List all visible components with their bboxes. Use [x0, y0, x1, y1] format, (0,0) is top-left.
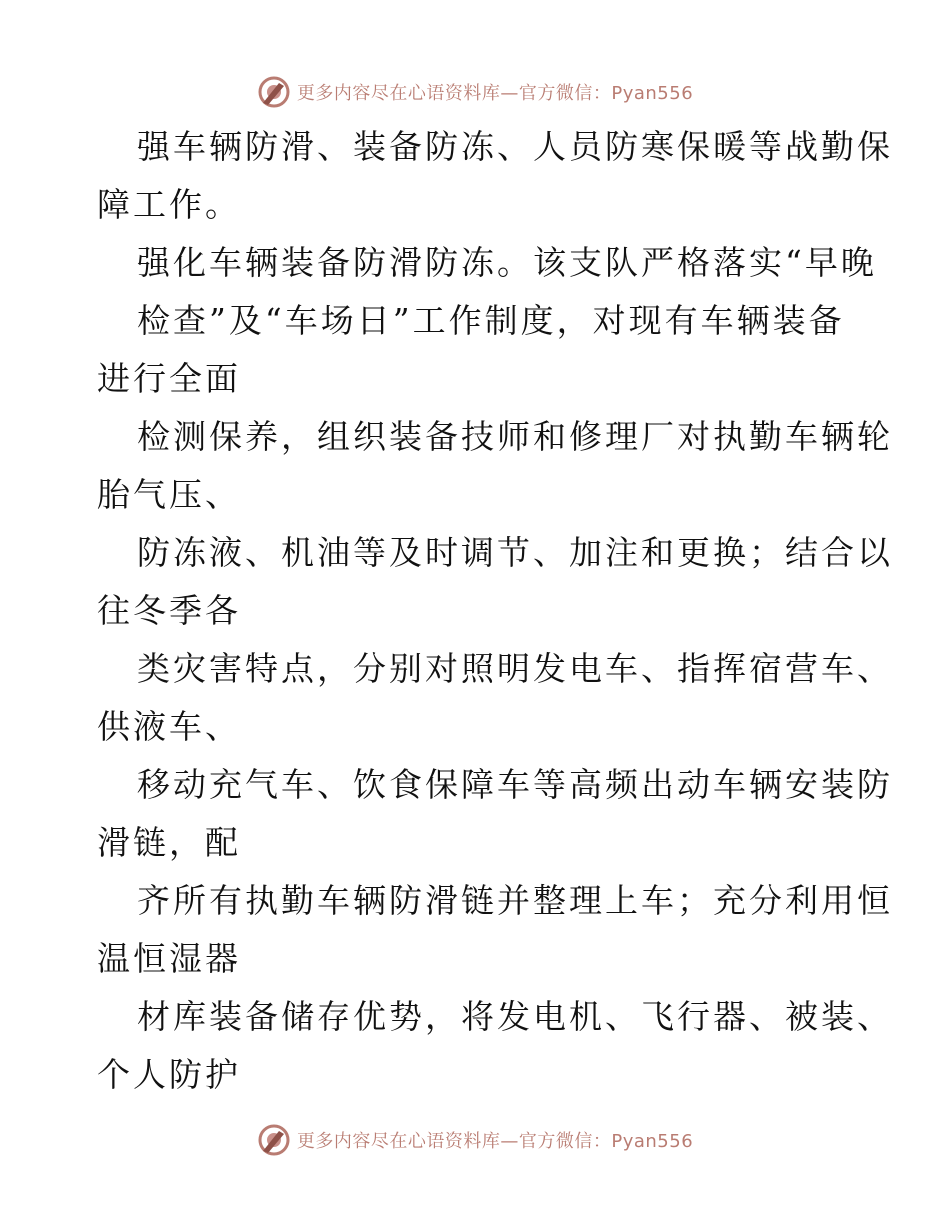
footer-watermark — [0, 1120, 950, 1160]
header-watermark — [0, 72, 950, 112]
text-line: 障工作。 — [97, 185, 241, 224]
text-line: 材库装备储存优势，将发电机、飞行器、被装、 — [137, 997, 893, 1036]
text-line: 强车辆防滑、装备防冻、人员防寒保暖等战勤保 — [137, 127, 893, 166]
text-line: 检测保养，组织装备技师和修理厂对执勤车辆轮 — [137, 417, 893, 456]
text-line: 类灾害特点，分别对照明发电车、指挥宿营车、 — [137, 649, 893, 688]
document-body — [97, 118, 893, 1104]
text-line: 移动充气车、饮食保障车等高频出动车辆安装防 — [137, 765, 893, 804]
text-line: 滑链，配 — [97, 823, 241, 862]
text-line: 检查”及“车场日”工作制度，对现有车辆装备 — [137, 301, 845, 340]
text-line: 个人防护 — [97, 1055, 241, 1094]
text-line: 强化车辆装备防滑防冻。该支队严格落实“早晚 — [137, 243, 877, 282]
text-line: 胎气压、 — [97, 475, 241, 514]
text-line: 温恒湿器 — [97, 939, 241, 978]
text-line: 进行全面 — [97, 359, 241, 398]
text-line: 防冻液、机油等及时调节、加注和更换；结合以 — [137, 533, 893, 572]
text-line: 齐所有执勤车辆防滑链并整理上车；充分利用恒 — [137, 881, 893, 920]
pen-logo-icon — [257, 75, 291, 109]
text-line: 供液车、 — [97, 707, 241, 746]
watermark-text: 更多内容尽在心语资料库—官方微信：Pyan556 — [296, 83, 694, 104]
watermark-text: 更多内容尽在心语资料库—官方微信：Pyan556 — [296, 1131, 694, 1152]
pen-logo-icon — [257, 1123, 291, 1157]
text-line: 往冬季各 — [97, 591, 241, 630]
